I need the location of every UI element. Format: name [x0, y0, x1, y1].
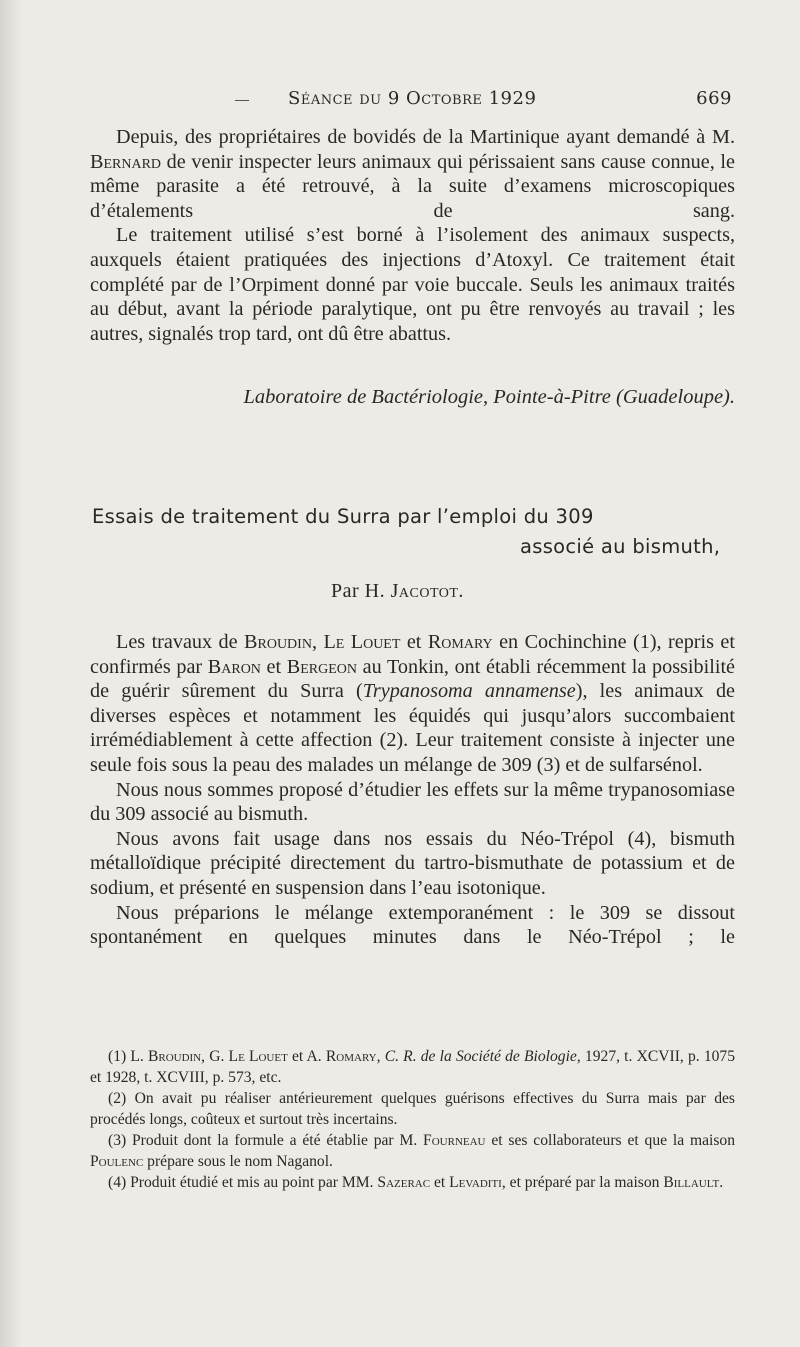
article-paragraph-2: Nous nous sommes proposé d’étudier les effets sur la même trypanosomiase du 309 associé au bismuth.	[90, 778, 735, 826]
laboratory-signature: Laboratoire de Bactériologie, Pointe-à-Pitre (Guadeloupe).	[243, 386, 735, 408]
author-name: Bernard	[90, 150, 162, 173]
running-head-title: Séance du 9 Octobre 1929	[288, 88, 537, 109]
article-body	[90, 630, 735, 950]
article-paragraph-1: Les travaux de Broudin, Le Louet et Romary en Cochinchine (1), repris et confirmés par Baron et Bergeon au Tonkin, ont établi récemment la possibilité de guérir sûrement du Surra (Trypanosoma annamense), les animaux de diverses espèces et notamment les équidés qui jusqu’alors succombaient irrémédiablement à cette affection (2). Leur traitement consiste à injecter une seule fois sous la peau des malades un mélange de 309 (3) et de sulfarsénol.	[90, 631, 736, 776]
species-name: Trypanosoma annamense	[362, 680, 576, 703]
footnote-4: (4) Produit étudié et mis au point par MM. Sazerac et Levaditi, et préparé par la maison Billault.	[108, 1174, 724, 1191]
page-number: 669	[696, 88, 732, 109]
page-edge-shadow	[0, 0, 22, 1347]
footnote-1: (1) L. Broudin, G. Le Louet et A. Romary, C. R. de la Société de Biologie, 1927, t. XCVII, p. 1075 et 1928, t. XCVIII, p. 573, etc.	[90, 1048, 736, 1086]
prev-paragraph-2: Le traitement utilisé s’est borné à l’isolement des animaux suspects, auxquels étaient pratiquées des injections d’Atoxyl. Ce traitement était complété par de l’Orpiment donné par voie buccale. Seuls les animaux traités au début, avant la période paralytique, ont pu être renvoyés au travail ; les autres, signalés trop tard, ont dû être abattus.	[90, 224, 735, 345]
prev-paragraph-1: Depuis, des propriétaires de bovidés de la Martinique ayant demandé à M. Bernard de venir inspecter leurs animaux qui périssaient sans cause connue, le même parasite a été retrouvé, à la suite d’examens microscopiques d’étalements de sang.	[90, 126, 735, 222]
prev-article-body	[90, 125, 735, 346]
article-title-line-1: Essais de traitement du Surra par l’emploi du 309	[92, 505, 594, 528]
footnote-3: (3) Produit dont la formule a été établie par M. Fourneau et ses collaborateurs et que la maison Poulenc prépare sous le nom Naganol.	[90, 1132, 735, 1170]
header-dash	[235, 100, 249, 101]
article-author: Par H. Jacotot.	[331, 580, 464, 602]
article-paragraph-4: Nous préparions le mélange extemporanément : le 309 se dissout spontanément en quelques minutes dans le Néo-Trépol ; le	[90, 901, 735, 949]
footnotes	[90, 1046, 735, 1193]
article-title-line-2: associé au bismuth,	[520, 535, 721, 558]
article-paragraph-3: Nous avons fait usage dans nos essais du Néo-Trépol (4), bismuth métalloïdique précipité directement du tartro-bismuthate de potassium et de sodium, et présenté en suspension dans l’eau isotonique.	[90, 827, 735, 899]
footnote-2: (2) On avait pu réaliser antérieurement quelques guérisons effectives du Surra mais par des procédés longs, coûteux et surtout très incertains.	[90, 1090, 735, 1128]
